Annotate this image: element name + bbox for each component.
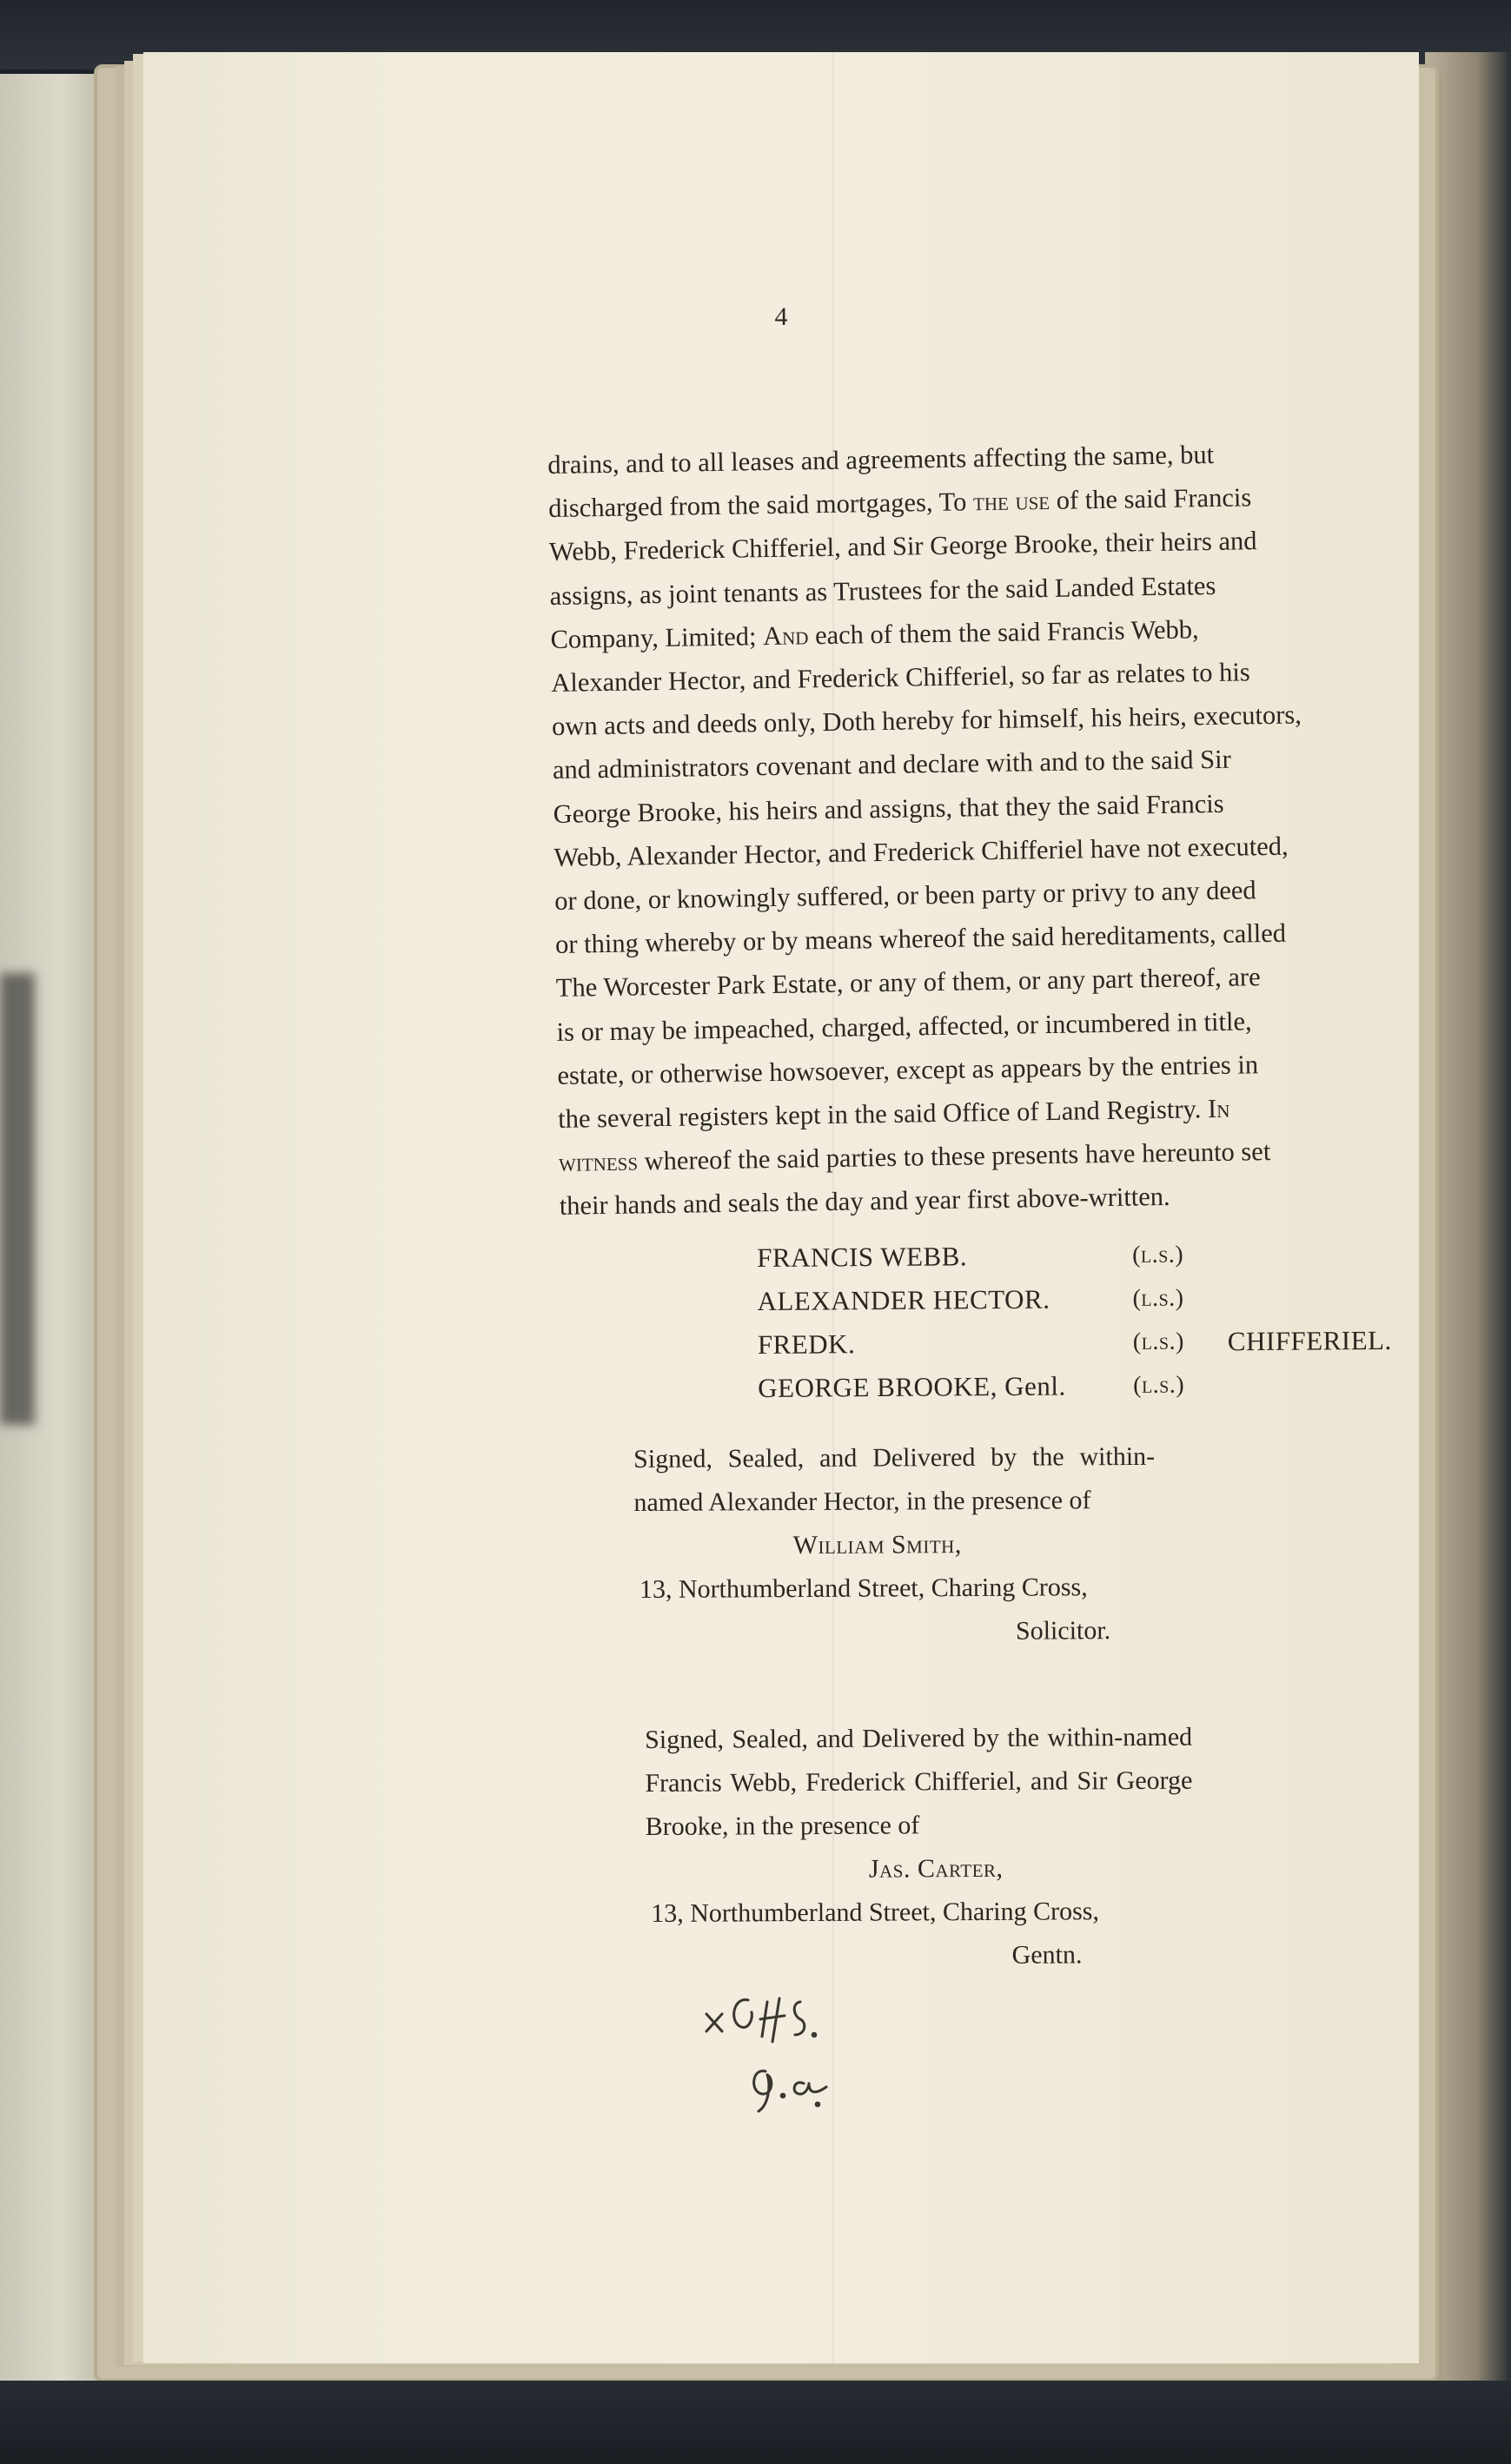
body-line: is or may be impeached, charged, affected, or incumbered in title, xyxy=(556,1005,1252,1047)
signatory-row xyxy=(757,1231,1511,1280)
signatory-row xyxy=(758,1318,1511,1367)
signatory-name: FREDK. xyxy=(757,1328,856,1360)
attestation-text: Signed, Sealed, and Delivered by the within-named Francis Webb, Frederick Chifferiel, and Sir George Brooke, in the presence of xyxy=(645,1722,1193,1841)
book-binding-bottom xyxy=(0,2381,1511,2464)
body-line: the several registers kept in the said Office of Land Registry. In xyxy=(557,1093,1230,1134)
body-line: own acts and deeds only, Doth hereby for himself, his heirs, executors, xyxy=(551,699,1302,742)
body-line: Company, Limited; And each of them the said Francis Webb, xyxy=(550,614,1199,654)
body-line: drains, and to all leases and agreements affecting the same, but xyxy=(547,439,1215,480)
body-line: or done, or knowingly suffered, or been party or privy to any deed xyxy=(554,875,1256,916)
signatory-extra: CHIFFERIEL. xyxy=(1227,1324,1392,1357)
body-line: George Brooke, his heirs and assigns, that they the said Francis xyxy=(553,788,1224,829)
right-page-edges xyxy=(1425,52,1511,2381)
signatory-name: FRANCIS WEBB. xyxy=(757,1241,968,1273)
signatory-name: ALEXANDER HECTOR. xyxy=(757,1283,1050,1316)
page-number: 4 xyxy=(774,302,788,331)
attestation-clause-2 xyxy=(645,1716,1194,1979)
signatory-row xyxy=(757,1275,1511,1323)
body-line: witness whereof the said parties to these presents have hereunto set xyxy=(558,1136,1271,1178)
attestation-clause-1 xyxy=(633,1435,1156,1655)
seal-mark: (l.s.) xyxy=(1133,1371,1185,1399)
witness-address: 13, Northumberland Street, Charing Cross, xyxy=(639,1573,1088,1604)
seal-mark: (l.s.) xyxy=(1132,1241,1184,1268)
body-line: assigns, as joint tenants as Trustees for the said Landed Estates xyxy=(549,570,1216,611)
deed-body-text xyxy=(547,427,1511,1228)
body-line: their hands and seals the day and year first above-written. xyxy=(559,1182,1170,1222)
signatory-row xyxy=(758,1361,1511,1410)
seal-mark: (l.s.) xyxy=(1132,1328,1184,1355)
body-line: or thing whereby or by means whereof the said hereditaments, called xyxy=(554,917,1287,960)
witness-name: Jas. Carter, xyxy=(868,1853,1004,1884)
body-line: Webb, Alexander Hector, and Frederick Chifferiel have not executed, xyxy=(553,831,1289,872)
witness-title: Solicitor. xyxy=(1015,1616,1111,1646)
attestation-text: Signed, Sealed, and Delivered by the within-named Alexander Hector, in the presence of xyxy=(633,1441,1156,1517)
body-line: and administrators covenant and declare with and to the said Sir xyxy=(552,745,1232,785)
body-line: Alexander Hector, and Frederick Chifferiel, so far as relates to his xyxy=(551,657,1250,698)
binding-shadow xyxy=(0,973,35,1425)
document-page xyxy=(143,52,1419,2363)
body-line: discharged from the said mortgages, To the use of the said Francis xyxy=(547,482,1252,524)
body-line: The Worcester Park Estate, or any of them, or any part thereof, are xyxy=(555,962,1261,1003)
witness-address: 13, Northumberland Street, Charing Cross, xyxy=(651,1897,1100,1928)
seal-mark: (l.s.) xyxy=(1132,1284,1184,1312)
signatory-name: GEORGE BROOKE, Genl. xyxy=(758,1370,1066,1403)
signature-block xyxy=(757,1231,1511,1410)
body-line: Webb, Frederick Chifferiel, and Sir George Brooke, their heirs and xyxy=(548,526,1257,567)
body-line: estate, or otherwise howsoever, except as appears by the entries in xyxy=(557,1050,1259,1090)
witness-name: William Smith, xyxy=(792,1530,962,1560)
witness-title: Gentn. xyxy=(1011,1940,1083,1970)
handwritten-annotation xyxy=(699,1981,891,2129)
